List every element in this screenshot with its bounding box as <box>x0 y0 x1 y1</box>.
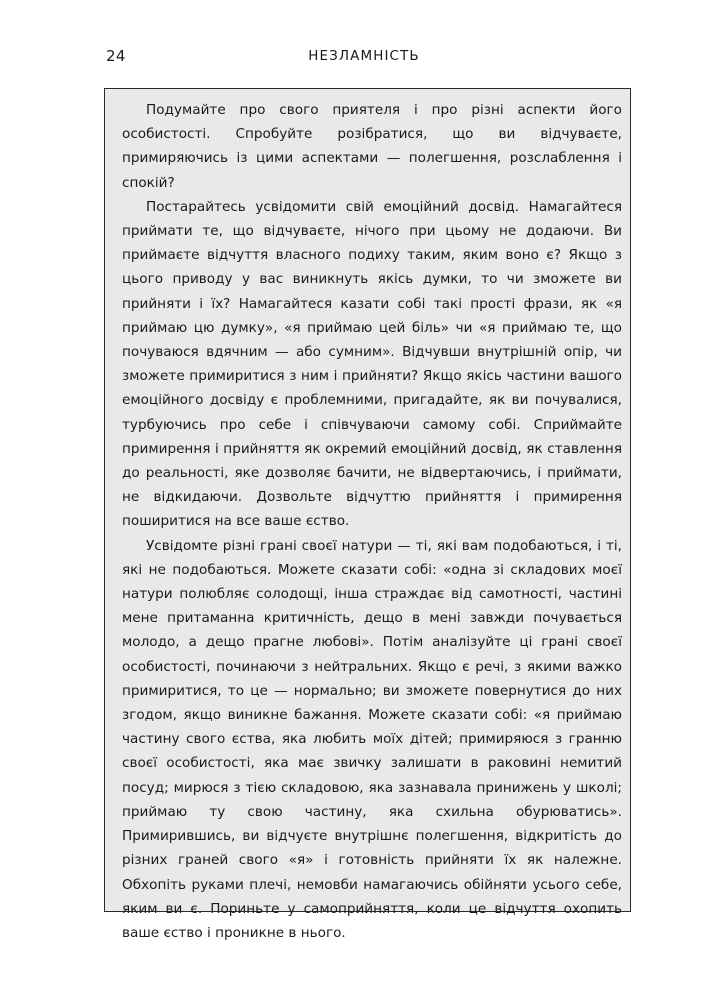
exercise-paragraph-1: Подумайте про свого приятеля і про різні аспекти його особистості. Спробуйте розібратися, що ви відчуваєте, примиряючись із цими аспектами — полегшення, розслаблення і спокій? <box>122 102 622 191</box>
exercise-paragraph-2: Постарайтесь усвідомити свій емоційний досвід. Намагайтеся приймати те, що відчуваєте, нічого при цьому не додаючи. Ви приймаєте відчуття власного подиху таким, яким воно є? Якщо з цього приводу у вас виникнуть якісь думки, то чи зможете ви прийняти і їх? Намагайтеся казати собі такі прості фрази, як «я приймаю цю думку», «я приймаю цей біль» чи «я приймаю те, що почуваюся вдячним — або сумним». Відчувши внутрішній опір, чи зможете примиритися з ним і прийняти? Якщо якісь частини вашого емоційного досвіду є проблемними, пригадайте, як ви почувалися, турбуючись про себе і співчуваючи самому собі. Сприймайте примирення і прийняття як окремий емоційний досвід, як ставлення до реальності, яке дозволяє бачити, не відвертаючись, і приймати, не відкидаючи. Дозвольте відчуттю прийняття і примирення поширитися на все ваше єство. <box>122 198 622 530</box>
page-number: 24 <box>106 47 126 65</box>
exercise-paragraph-3: Усвідомте різні грані своєї натури — ті, які вам подобаються, і ті, які не подобаються. Можете сказати собі: «одна зі складових моєї натури полюбляє солодощі, інша страждає від самотності, частині мене притаманна критичність, дещо в мені завжди почувається молодо, а дещо прагне любові». Потім аналізуйте ці грані своєї особистості, починаючи з нейтральних. Якщо є речі, з якими важко примиритися, то це — нормально; ви зможете повернутися до них згодом, якщо виникне бажання. Можете сказати собі: «я приймаю частину свого єства, яка любить моїх дітей; примиряюся з гранню своєї особистості, яка має звичку залишати в раковині немитий посуд; мирюся з тією складовою, яка зазнавала принижень у школі; приймаю ту свою частину, яка схильна обурюватись». Примирившись, ви відчуєте внутрішнє полегшення, відкритість до різних граней свого «я» і готовність прийняти їх як належне. Обхопіть руками плечі, немовби намагаючись обійняти усього себе, яким ви є. Пориньте у самоприйняття, коли це відчуття охопить ваше єство і проникне в нього. <box>122 537 622 941</box>
exercise-text <box>122 98 622 945</box>
running-title: НЕЗЛАМНІСТЬ <box>308 48 420 64</box>
running-header <box>0 46 728 66</box>
